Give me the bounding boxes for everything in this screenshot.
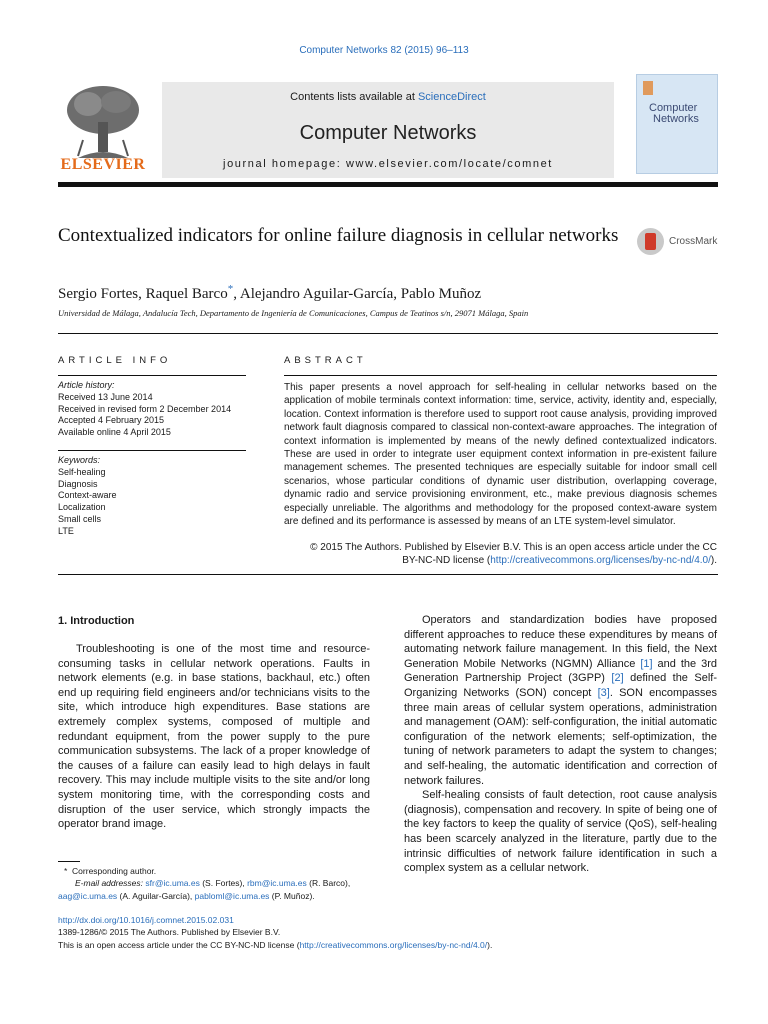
keyword-item: LTE bbox=[58, 525, 74, 536]
corresponding-author-mark[interactable]: * bbox=[227, 283, 234, 295]
history-item: Available online 4 April 2015 bbox=[58, 427, 171, 438]
footnote-corresponding: * Corresponding author. E-mail addresses: sfr@ic.uma.es (S. Fortes), rbm@ic.uma.es (R. Barco), aag@ic.uma.es (A. Aguilar-García), pabloml@ic.uma.es (P. Muñoz). bbox=[58, 866, 351, 901]
footnote-rule bbox=[58, 861, 80, 862]
reference-link[interactable]: [2] bbox=[611, 672, 624, 685]
paragraph: Self-healing consists of fault detection, root cause analysis (diagnosis), compensation and recovery. In spite of being one of the key factors to keep the quality of service (QoS), self-healing has been scarcely analyzed in the literature, partly due to the intrinsic difficulties of network failure identification in such a complex system as a cellular network. bbox=[404, 789, 717, 875]
cover-accent bbox=[643, 81, 653, 95]
author-list: Sergio Fortes, Raquel Barco*, Alejandro Aguilar-García, Pablo Muñoz bbox=[58, 283, 482, 302]
rule-history-keywords bbox=[58, 450, 246, 451]
history-item: Received 13 June 2014 bbox=[58, 391, 153, 402]
abstract-copyright: © 2015 The Authors. Published by Elsevier B.V. This is an open access article under the CC BY-NC-ND license (http://creativecommons.org/licenses/by-nc-nd/4.0/). bbox=[310, 542, 717, 567]
email-link[interactable]: aag@ic.uma.es bbox=[58, 890, 118, 901]
rule-abstract bbox=[284, 375, 717, 376]
journal-homepage: journal homepage: www.elsevier.com/locate/comnet bbox=[223, 158, 553, 170]
publication-footer bbox=[58, 914, 718, 951]
license-line: This is an open access article under the CC BY-NC-ND license (http://creativecommons.org/licenses/by-nc-nd/4.0/). bbox=[58, 939, 493, 950]
issn-line: 1389-1286/© 2015 The Authors. Published by Elsevier B.V. bbox=[58, 927, 281, 938]
publisher-wordmark: ELSEVIER bbox=[60, 156, 146, 173]
rule-under-abstract bbox=[58, 574, 718, 575]
keyword-item: Self-healing bbox=[58, 466, 106, 477]
email-link[interactable]: pabloml@ic.uma.es bbox=[194, 890, 270, 901]
footer-license-link[interactable]: http://creativecommons.org/licenses/by-nc-nd/4.0/ bbox=[299, 939, 488, 950]
reference-link[interactable]: [3] bbox=[597, 686, 610, 699]
history-item: Received in revised form 2 December 2014 bbox=[58, 403, 232, 414]
section-title: 1. Introduction bbox=[58, 615, 135, 627]
keyword-item: Localization bbox=[58, 502, 106, 513]
doi-link[interactable]: http://dx.doi.org/10.1016/j.comnet.2015.02.031 bbox=[58, 915, 234, 925]
left-column bbox=[58, 642, 370, 832]
affiliation: Universidad de Málaga, Andalucía Tech, Departamento de Ingeniería de Comunicaciones, Campus de Teatinos s/n, 29071 Málaga, Spain bbox=[58, 308, 529, 318]
crossmark-badge[interactable]: CrossMark bbox=[637, 228, 727, 258]
header-rule bbox=[58, 182, 718, 187]
reference-link[interactable]: [1] bbox=[640, 657, 653, 670]
abstract-heading: ABSTRACT bbox=[284, 355, 367, 366]
email-link[interactable]: rbm@ic.uma.es bbox=[247, 878, 307, 889]
paragraph: Operators and standardization bodies have proposed different approaches to reduce these expenditures by means of automating network failure management. In this field, the Next Generation Mobile Networks (NGMN) Alliance [1] and the 3rd Generation Partnership Project (3GPP) [2] defined the Self-Organizing Networks (SON) concept [3]. SON encompasses three main areas of cellular system operations, administration and management (OAM): self-configuration, the initial automatic configuration of the network elements; self-optimization, the tuning of network parameters to adapt the system to changes; and self-healing, the automatic identification and correction of network failures. bbox=[404, 614, 717, 787]
keyword-item: Diagnosis bbox=[58, 478, 98, 489]
journal-reference[interactable]: Computer Networks 82 (2015) 96–113 bbox=[299, 45, 469, 56]
paragraph: Troubleshooting is one of the most time and resource-consuming tasks in cellular network operations. Faults in network elements (e.g. in base stations, backhaul, etc.) often end up requiring field engineers and/or technicians visits to the site, which introduce high expenditures. Base stations are extremely complex systems, composed of multiple and redundant equipment, from the power supply to the pure communication subsystems. The lack of a proper knowledge of the causes of a failure can easily lead to high delays in fault recovery. This may include multiple visits to the site and/or long system monitoring time, with the corresponding costs and disruption of the user service, which strongly impacts the operator brand image. bbox=[58, 643, 370, 831]
journal-name: Computer Networks bbox=[299, 122, 477, 144]
keyword-item: Context-aware bbox=[58, 490, 117, 501]
keywords: Keywords: Self-healing Diagnosis Context-aware Localization Small cells LTE bbox=[58, 455, 258, 538]
rule-article-info bbox=[58, 375, 246, 376]
article-history: Article history: Received 13 June 2014 Received in revised form 2 December 2014 Accepted 4 February 2015 Available online 4 April 2015 bbox=[58, 380, 258, 439]
journal-banner bbox=[162, 82, 614, 178]
sciencedirect-link[interactable]: ScienceDirect bbox=[417, 91, 486, 103]
history-item: Accepted 4 February 2015 bbox=[58, 415, 165, 426]
keyword-item: Small cells bbox=[58, 513, 102, 524]
abstract-text: This paper presents a novel approach for self-healing in cellular networks based on the application of mobile terminals context information: time, service, activity, identity and, especially, location. Context information is therefore used to support root cause analysis, providing improved network fault diagnosis compared to classical non-context-aware approaches. The integration of context information is implemented by means of the newly defined contextualized indicators. These are used in order to integrate user equipment context information in pre-existent failure management schemes. The presented techniques are especially suitable for indoor small cell scenarios, whose particular conditions of dynamic user distribution, overlapping coverage, dynamic radio and service provisioning environment, etc., make previous diagnosis schemes especially unreliable. The algorithms and methodology for the proposed context-aware system are defined and its performance is assessed by means of an LTE system-level simulator. bbox=[284, 382, 717, 528]
license-link[interactable]: http://creativecommons.org/licenses/by-nc-nd/4.0/ bbox=[490, 555, 711, 567]
article-info-heading: ARTICLE INFO bbox=[58, 355, 172, 366]
homepage-link[interactable]: www.elsevier.com/locate/comnet bbox=[346, 158, 553, 170]
journal-masthead bbox=[58, 72, 718, 182]
article-title: Contextualized indicators for online failure diagnosis in cellular networks bbox=[58, 225, 619, 246]
crossmark-icon bbox=[637, 228, 664, 255]
rule-under-affiliation bbox=[58, 333, 718, 334]
contents-line: Contents lists available at ScienceDirect bbox=[290, 91, 486, 103]
journal-cover-thumbnail[interactable] bbox=[636, 74, 718, 174]
cover-title: Computer Networks bbox=[649, 102, 699, 125]
right-column bbox=[404, 613, 717, 876]
email-link[interactable]: sfr@ic.uma.es bbox=[145, 878, 200, 889]
